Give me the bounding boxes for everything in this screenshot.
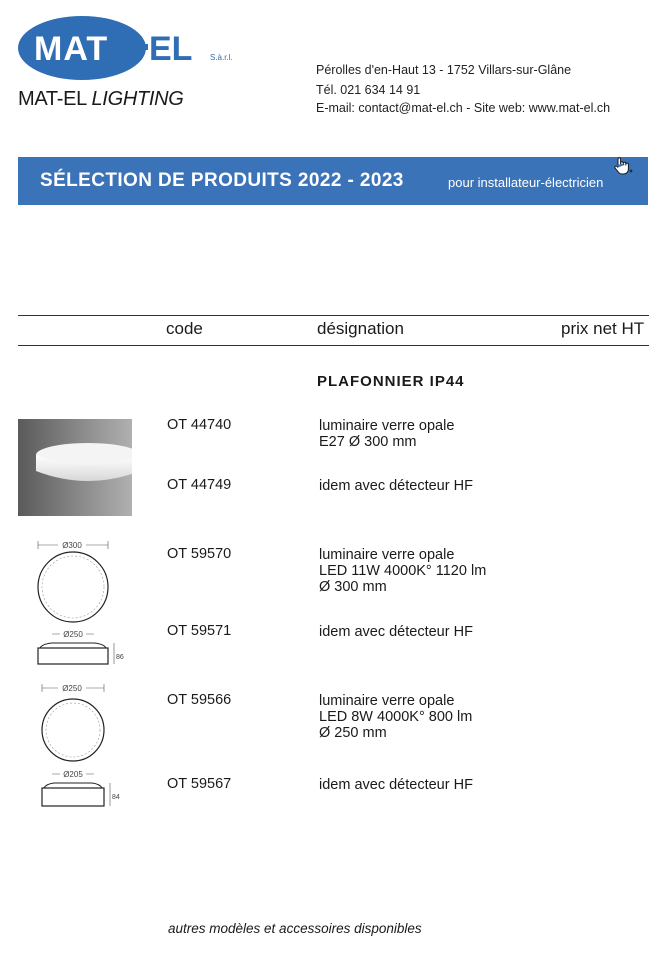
phone-line: Tél. 021 634 14 91 (316, 83, 421, 97)
section-title: PLAFONNIER IP44 (317, 373, 465, 390)
dimension-label: Ø205 (63, 770, 83, 779)
designation-line: idem avec détecteur HF (319, 478, 473, 494)
designation-line: luminaire verre opale (319, 418, 455, 434)
contact-line: E-mail: contact@mat-el.ch - Site web: www.mat-el.ch (316, 101, 611, 115)
product-code: OT 59570 (167, 546, 232, 562)
col-header-price: prix net HT (561, 319, 645, 338)
product-designation (319, 547, 486, 595)
product-designation (319, 693, 472, 741)
header-bottom-rule (18, 345, 649, 346)
ceiling-lamp-image (18, 419, 132, 516)
hand-cursor-icon (612, 155, 634, 177)
designation-line: LED 8W 4000K° 800 lm (319, 709, 473, 725)
dimension-label: 86 (116, 654, 124, 661)
technical-drawing-300 (22, 537, 132, 671)
col-header-designation: désignation (317, 319, 404, 338)
product-code: OT 59571 (167, 623, 232, 639)
brand-name (18, 88, 184, 111)
svg-text:EL: EL (149, 30, 193, 68)
dimension-label: Ø250 (63, 630, 83, 639)
designation-line: luminaire verre opale (319, 693, 455, 709)
product-code: OT 44740 (167, 417, 232, 433)
dimension-label: Ø300 (62, 541, 82, 550)
product-code: OT 59566 (167, 692, 232, 708)
product-photo (18, 419, 132, 516)
designation-line: idem avec détecteur HF (319, 624, 473, 640)
designation-line: luminaire verre opale (319, 547, 455, 563)
product-designation (319, 624, 473, 640)
selection-banner (18, 157, 648, 205)
product-code: OT 44749 (167, 477, 232, 493)
designation-line: idem avec détecteur HF (319, 777, 473, 793)
product-code: OT 59567 (167, 776, 232, 792)
product-designation (319, 478, 473, 494)
logo-suffix: S.à.r.l. (210, 53, 233, 62)
footer-note: autres modèles et accessoires disponibles (168, 921, 422, 936)
mat-el-logo (14, 14, 244, 84)
designation-line: Ø 250 mm (319, 725, 387, 741)
banner-subtitle: pour installateur-électricien (448, 175, 604, 190)
banner-title: SÉLECTION DE PRODUITS 2022 - 2023 (40, 170, 404, 191)
technical-drawing-250 (22, 682, 132, 810)
designation-line: Ø 300 mm (319, 579, 387, 595)
header-top-rule (18, 315, 649, 316)
dimension-label: Ø250 (62, 684, 82, 693)
brand-lighting: LIGHTING (91, 88, 184, 110)
product-designation (319, 418, 454, 450)
product-designation (319, 777, 473, 793)
svg-text:MAT: MAT (34, 30, 109, 68)
designation-line: E27 Ø 300 mm (319, 434, 417, 450)
designation-line: LED 11W 4000K° 1120 lm (319, 563, 487, 579)
address-line: Pérolles d'en-Haut 13 - 1752 Villars-sur-Glâne (316, 63, 572, 77)
dimension-label: 84 (112, 794, 120, 801)
brand-main: MAT-EL (18, 88, 87, 110)
col-header-code: code (166, 319, 203, 338)
